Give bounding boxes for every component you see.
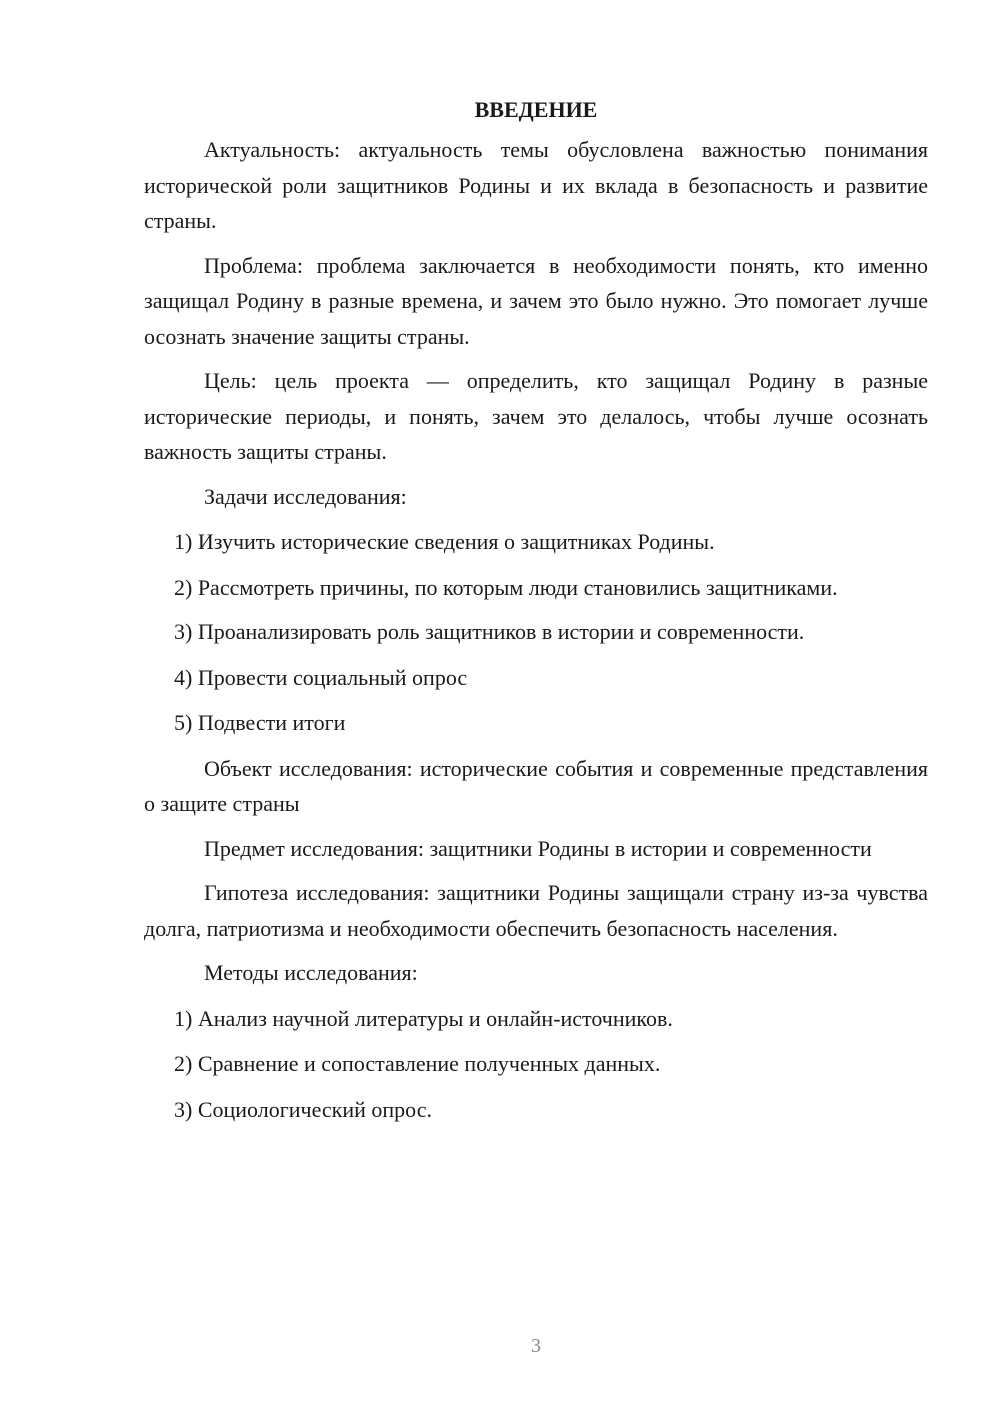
subject-paragraph: Предмет исследования: защитники Родины в истории и современности (204, 835, 872, 861)
relevance-paragraph: Актуальность: актуальность темы обусловлена важностью понимания исторической роли защитников Родины и их вклада в безопасность и развитие страны. (144, 137, 928, 233)
task-item: 5) Подвести итоги (174, 710, 346, 735)
task-item: 2) Рассмотреть причины, по которым люди становились защитниками. (174, 574, 838, 600)
task-item: 3) Проанализировать роль защитников в истории и современности. (174, 619, 805, 644)
page-number: 3 (531, 1335, 541, 1357)
method-item: 1) Анализ научной литературы и онлайн-источников. (174, 1005, 673, 1031)
method-item: 2) Сравнение и сопоставление полученных данных. (174, 1051, 661, 1076)
hypothesis-paragraph: Гипотеза исследования: защитники Родины защищали страну из-за чувства долга, патриотизма и необходимости обеспечить безопасность населения. (144, 880, 928, 941)
goal-paragraph: Цель: цель проекта — определить, кто защищал Родину в разные исторические периоды, и понять, зачем это делалось, чтобы лучше осознать важность защиты страны. (144, 368, 928, 464)
methods-heading: Методы исследования: (204, 960, 418, 985)
document-page (144, 92, 928, 1137)
object-paragraph: Объект исследования: исторические события и современные представления о защите страны (144, 755, 928, 816)
method-item: 3) Социологический опрос. (174, 1096, 432, 1122)
page-title: ВВЕДЕНИЕ (474, 97, 598, 122)
problem-paragraph: Проблема: проблема заключается в необходимости понять, кто именно защищал Родину в разные времена, и зачем это было нужно. Это помогает лучше осознать значение защиты страны. (144, 252, 928, 349)
methods-list (144, 1001, 928, 1128)
task-item: 1) Изучить исторические сведения о защитниках Родины. (174, 529, 715, 554)
tasks-heading: Задачи исследования: (204, 483, 407, 509)
tasks-list (144, 524, 928, 741)
task-item: 4) Провести социальный опрос (174, 664, 468, 690)
